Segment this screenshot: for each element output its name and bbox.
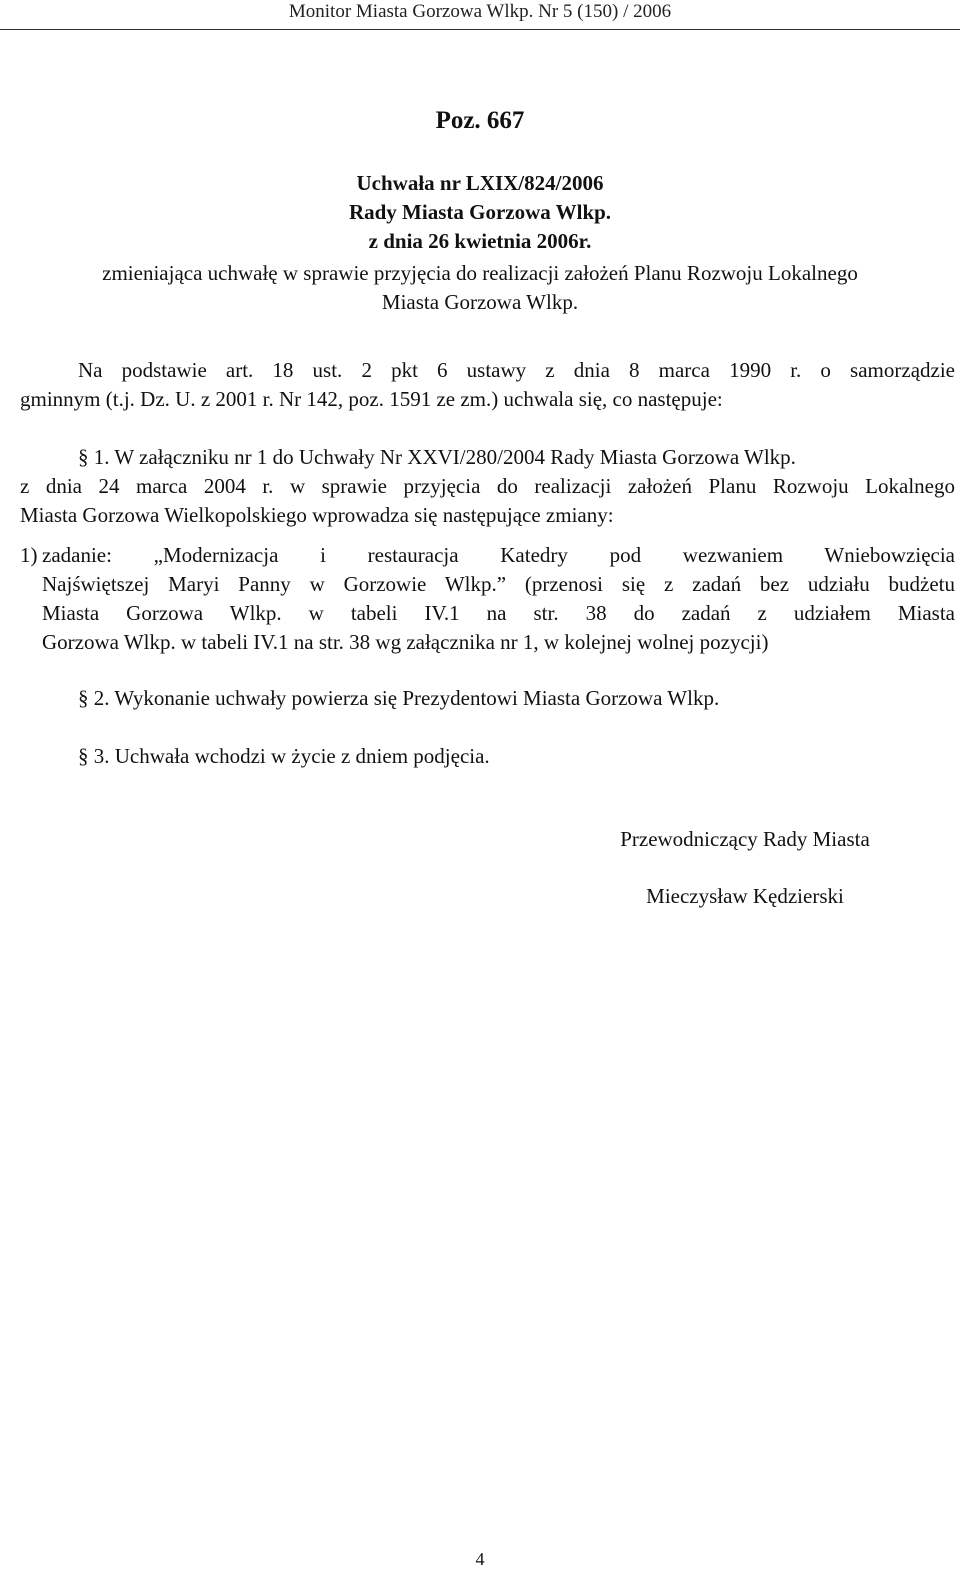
amendment-item-number: 1): [20, 543, 38, 567]
amendment-item-body: [42, 541, 955, 657]
resolution-title-block: [0, 169, 960, 256]
page-number: 4: [475, 1549, 485, 1569]
amendment-item-line: zadanie: „Modernizacja i restauracja Katedry pod wezwaniem Wniebowzięcia: [42, 543, 955, 567]
paragraph-1-line: z dnia 24 marca 2004 r. w sprawie przyjęcia do realizacji założeń Planu Rozwoju Lokalnego: [20, 474, 955, 498]
paragraph-3: § 3. Uchwała wchodzi w życie z dniem podjęcia.: [78, 744, 490, 768]
running-header-text: Monitor Miasta Gorzowa Wlkp. Nr 5 (150) / 2006: [288, 1, 672, 22]
preamble: [20, 356, 955, 414]
preamble-line: gminnym (t.j. Dz. U. z 2001 r. Nr 142, poz. 1591 ze zm.) uchwala się, co następuje:: [20, 387, 723, 411]
amendment-item-line: Gorzowa Wlkp. w tabeli IV.1 na str. 38 wg załącznika nr 1, w kolejnej wolnej pozycji): [42, 630, 769, 654]
resolution-subject: [0, 259, 960, 317]
resolution-issuer: Rady Miasta Gorzowa Wlkp.: [348, 200, 612, 224]
preamble-line: Na podstawie art. 18 ust. 2 pkt 6 ustawy z dnia 8 marca 1990 r. o samorządzie: [78, 358, 955, 382]
paragraph-1-line: Miasta Gorzowa Wielkopolskiego wprowadza się następujące zmiany:: [20, 503, 614, 527]
paragraph-1-line: § 1. W załączniku nr 1 do Uchwały Nr XXVI/280/2004 Rady Miasta Gorzowa Wlkp.: [78, 445, 796, 469]
resolution-number: Uchwała nr LXIX/824/2006: [356, 171, 604, 195]
resolution-subject-line: Miasta Gorzowa Wlkp.: [381, 290, 579, 314]
amendment-item-line: Miasta Gorzowa Wlkp. w tabeli IV.1 na str. 38 do zadań z udziałem Miasta: [42, 601, 955, 625]
resolution-subject-line: zmieniająca uchwałę w sprawie przyjęcia do realizacji założeń Planu Rozwoju Lokalnego: [102, 261, 858, 285]
header-rule: [0, 29, 960, 30]
signature-name: Mieczysław Kędzierski: [646, 884, 844, 908]
resolution-date: z dnia 26 kwietnia 2006r.: [368, 229, 592, 253]
position-number: Poz. 667: [435, 107, 525, 134]
paragraph-2: § 2. Wykonanie uchwały powierza się Prezydentowi Miasta Gorzowa Wlkp.: [78, 686, 720, 710]
amendment-item-line: Najświętszej Maryi Panny w Gorzowie Wlkp.” (przenosi się z zadań bez udziału budżetu: [42, 572, 955, 596]
signature-title: Przewodniczący Rady Miasta: [620, 827, 870, 851]
amendment-item-1: [20, 541, 955, 657]
paragraph-1: [20, 443, 955, 530]
